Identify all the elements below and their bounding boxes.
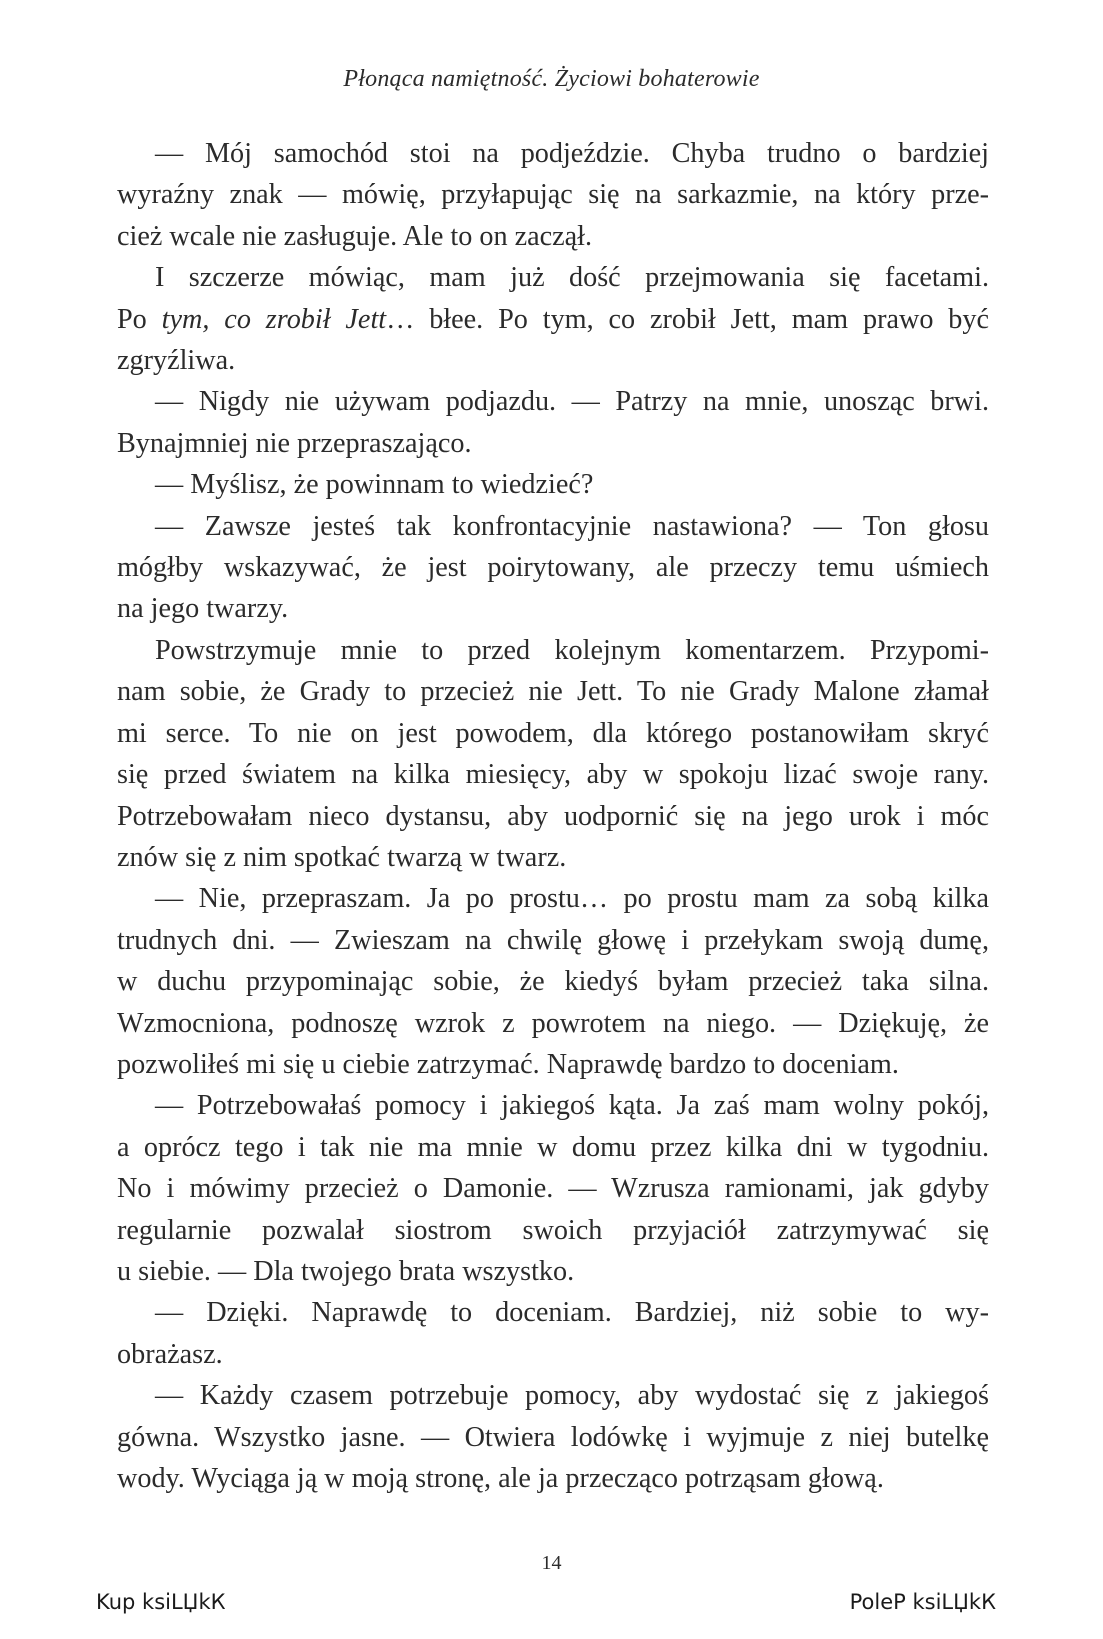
text-line: obrażasz. <box>117 1338 223 1370</box>
text-line: w duchu przypominając sobie, że kiedyś byłam przecież taka silna. <box>117 966 989 998</box>
paragraph <box>117 257 989 381</box>
text-line: Powstrzymuje mnie to przed kolejnym komentarzem. Przypomi- <box>155 634 989 666</box>
text-line: nam sobie, że Grady to przecież nie Jett. To nie Grady Malone złamał <box>117 676 989 708</box>
text-line: — Dzięki. Naprawdę to doceniam. Bardziej, niż sobie to wy- <box>155 1297 989 1329</box>
text-line: znów się z nim spotkać twarzą w twarz. <box>117 841 567 873</box>
text-line: mógłby wskazywać, że jest poirytowany, ale przeczy temu uśmiech <box>117 552 989 584</box>
text-line: a oprócz tego i tak nie ma mnie w domu przez kilka dni w tygodniu. <box>117 1131 989 1163</box>
recommend-book-link[interactable]: PoleР ksiLЏkК <box>849 1590 996 1614</box>
text-line: I szczerze mówiąc, mam już dość przejmowania się facetami. <box>155 262 989 294</box>
paragraph <box>117 1375 989 1499</box>
text-line: — Potrzebowałaś pomocy i jakiegoś kąta. Ja zaś mam wolny pokój, <box>155 1090 989 1122</box>
paragraph <box>117 1292 989 1375</box>
text-line: No i mówimy przecież o Damonie. — Wzrusza ramionami, jak gdyby <box>117 1173 989 1205</box>
emphasis: tym, co zrobił Jett <box>161 303 387 335</box>
paragraph <box>117 878 989 1085</box>
text-line: pozwoliłeś mi się u ciebie zatrzymać. Naprawdę bardzo to doceniam. <box>117 1048 899 1080</box>
text-line: Po tym, co zrobił Jett… błee. Po tym, co zrobił Jett, mam prawo być <box>117 303 990 335</box>
body-text <box>117 133 989 1499</box>
text-line: zgryźliwa. <box>117 345 236 377</box>
text-line: wyraźny znak — mówię, przyłapując się na sarkazmie, na który prze- <box>117 179 989 211</box>
text-line: wody. Wyciąga ją w moją stronę, ale ja przecząco potrząsam głową. <box>117 1463 884 1494</box>
text-line: na jego twarzy. <box>117 593 289 625</box>
page-number: 14 <box>541 1552 562 1574</box>
text-line: — Zawsze jesteś tak konfrontacyjnie nastawiona? — Ton głosu <box>155 510 989 542</box>
text-line: Wzmocniona, podnoszę wzrok z powrotem na niego. — Dziękuję, że <box>117 1007 989 1039</box>
text-line: u siebie. — Dla twojego brata wszystko. <box>117 1255 575 1287</box>
text-line: Potrzebowałam nieco dystansu, aby uodpornić się na jego urok i móc <box>117 800 989 832</box>
paragraph <box>117 133 989 257</box>
text-line: cież wcale nie zasługuje. Ale to on zaczął. <box>117 220 593 252</box>
paragraph <box>117 630 989 878</box>
paragraph <box>117 464 989 505</box>
text-line: — Mój samochód stoi na podjeździe. Chyba trudno o bardziej <box>155 138 989 169</box>
paragraph <box>117 1085 989 1292</box>
running-title: Płonąca namiętność. Życiowi bohaterowie <box>343 66 760 92</box>
text-line: Bynajmniej nie przepraszająco. <box>117 427 472 459</box>
text-line: — Nie, przepraszam. Ja po prostu… po prostu mam za sobą kilka <box>155 883 989 915</box>
text-line: się przed światem na kilka miesięcy, aby w spokoju lizać swoje rany. <box>117 759 989 791</box>
paragraph <box>117 381 989 464</box>
text-line: mi serce. To nie on jest powodem, dla którego postanowiłam skryć <box>117 717 989 749</box>
text-line: trudnych dni. — Zwieszam na chwilę głowę i przełykam swoją dumę, <box>117 924 989 956</box>
text-line: — Myślisz, że powinnam to wiedzieć? <box>155 469 594 501</box>
buy-book-link[interactable]: Kup ksiLЏkК <box>96 1590 226 1614</box>
text-line: regularnie pozwalał siostrom swoich przyjaciół zatrzymywać się <box>117 1214 989 1246</box>
paragraph <box>117 506 989 630</box>
text-line: gówna. Wszystko jasne. — Otwiera lodówkę i wyjmuje z niej butelkę <box>117 1421 989 1453</box>
text-line: — Nigdy nie używam podjazdu. — Patrzy na mnie, unosząc brwi. <box>155 386 989 418</box>
text-line: — Każdy czasem potrzebuje pomocy, aby wydostać się z jakiegoś <box>155 1380 989 1412</box>
